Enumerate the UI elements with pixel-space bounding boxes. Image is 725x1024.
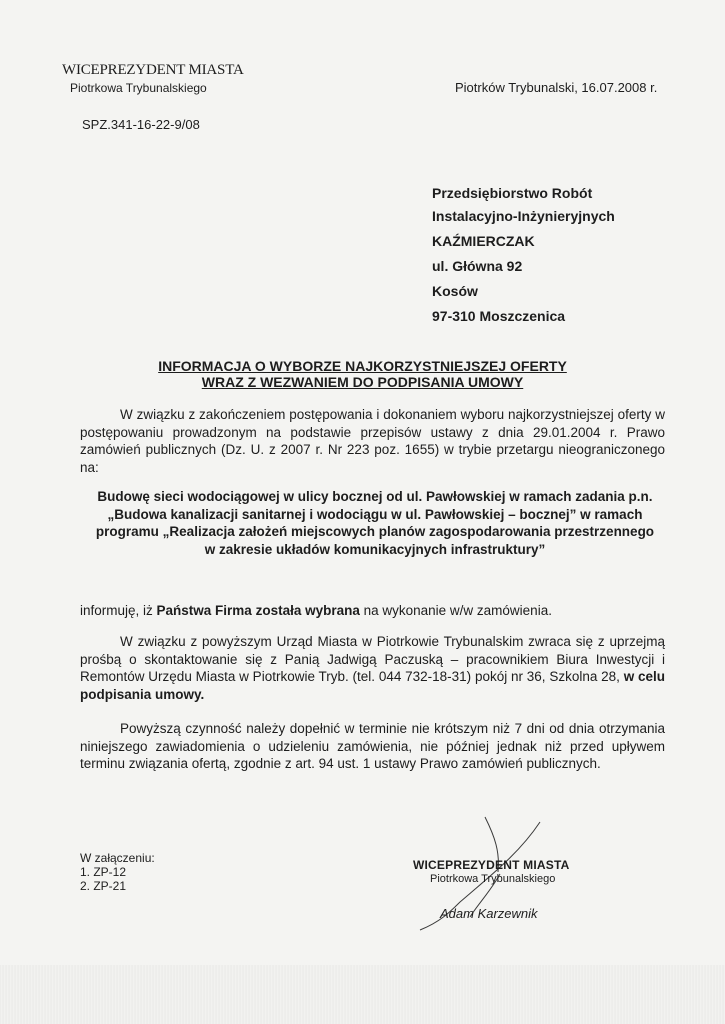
- paragraph-text: Powyższą czynność należy dopełnić w terminie nie krótszym niż 7 dni od dnia otrzymania niniejszego zawiadomienia o udzieleniu zamówienia, nie później jednak niż przed upływem terminu związania ofertą, zgodnie z art. 94 ust. 1 ustawy Prawo zamówień publicznych.: [80, 721, 665, 771]
- signatory-name: Adam Karzewnik: [440, 906, 538, 921]
- place-date: Piotrków Trybunalski, 16.07.2008 r.: [455, 80, 658, 95]
- addressee-line: Instalacyjno-Inżynieryjnych: [432, 208, 615, 224]
- title-line: INFORMACJA O WYBORZE NAJKORZYSTNIEJSZEJ OFERTY: [158, 358, 567, 374]
- paragraph-bold: Państwa Firma została wybrana: [156, 603, 360, 618]
- addressee-line: KAŹMIERCZAK: [432, 233, 535, 249]
- stamp-title: WICEPREZYDENT MIASTA: [413, 858, 570, 872]
- paragraph-text: W związku z zakończeniem postępowania i dokonaniem wyboru najkorzystniejszej oferty w postępowaniu prowadzonym na podstawie przepisów ustawy z dnia 29.01.2004 r. Prawo zamówień publicznych (Dz. U. z 2007 r. Nr 223 poz. 1655) w trybie przetargu nieograniczonego na:: [80, 407, 665, 475]
- attachments: [80, 851, 155, 893]
- addressee-line: Kosów: [432, 283, 478, 299]
- paragraph-text: informuję, iż: [80, 603, 157, 618]
- paragraph-contact: [80, 633, 665, 703]
- addressee-line: Przedsiębiorstwo Robót: [432, 185, 593, 201]
- letter-title: [60, 358, 665, 390]
- paragraph-selection: [80, 602, 665, 620]
- paragraph-deadline: [80, 720, 665, 773]
- paragraph-text: W związku z powyższym Urząd Miasta w Piotrkowie Trybunalskim zwraca się z uprzejmą prośbą o skontaktowanie się z Panią Jadwigą Paczuską – pracownikiem Biura Inwestycji i Remontów Urzędu Miasta w Piotrkowie Tryb. (tel. 044 732-18-31) pokój nr 36, Szkolna 28,: [80, 634, 665, 684]
- paragraph-text: na wykonanie w/w zamówienia.: [359, 603, 552, 618]
- addressee-line: 97-310 Moszczenica: [432, 308, 566, 324]
- stamp-city: Piotrkowa Trybunalskiego: [430, 873, 556, 885]
- attachment-item: 2. ZP-21: [80, 879, 127, 893]
- addressee-line: ul. Główna 92: [432, 258, 523, 274]
- tender-subject: Budowę sieci wodociągowej w ulicy bocznej od ul. Pawłowskiej w ramach zadania p.n. „Budowa kanalizacji sanitarnej i wodociągu w ul. Pawłowskiej – bocznej” w ramach programu „Realizacja założeń miejscowych planów zagospodarowania przestrzennego w zakresie układów komunikacyjnych infrastruktury”: [95, 489, 655, 557]
- reference-number: SPZ.341-16-22-9/08: [82, 117, 200, 132]
- paragraph-bold: w celu podpisania umowy.: [80, 669, 665, 702]
- attachments-label: W załączeniu:: [80, 851, 155, 865]
- title-line: WRAZ Z WEZWANIEM DO PODPISANIA UMOWY: [201, 374, 524, 390]
- paragraph-intro: [80, 406, 665, 476]
- office-title: WICEPREZYDENT MIASTA: [62, 62, 244, 78]
- addressee-block: [432, 182, 712, 328]
- attachment-item: 1. ZP-12: [80, 865, 127, 879]
- scan-noise: [0, 965, 725, 1024]
- office-city: Piotrkowa Trybunalskiego: [70, 81, 207, 95]
